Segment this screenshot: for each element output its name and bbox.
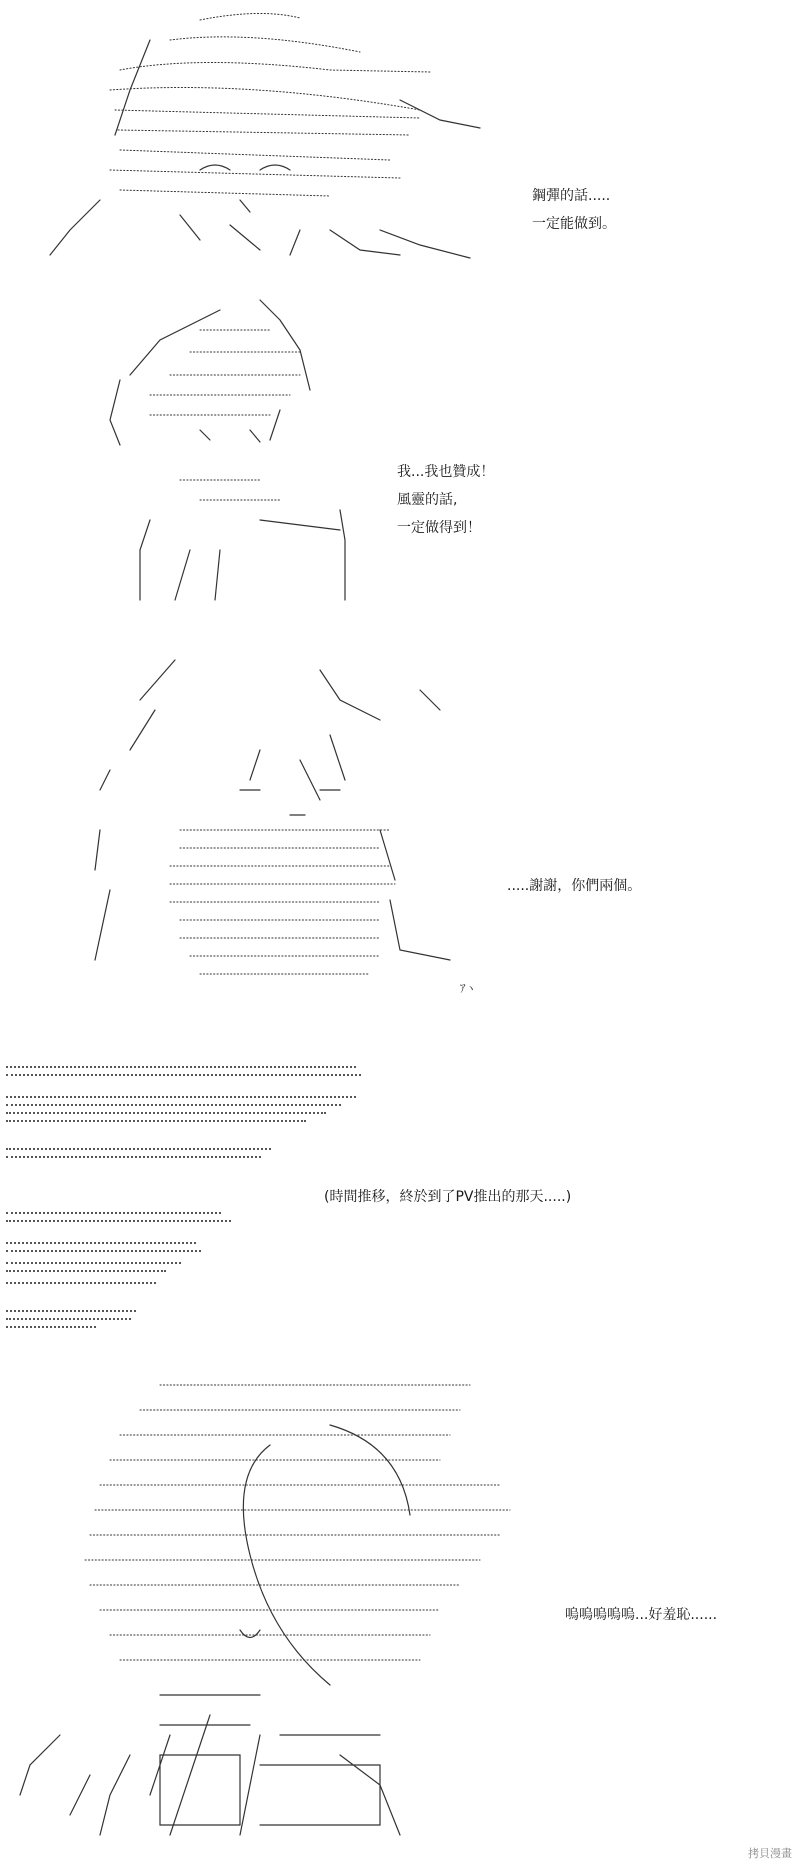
dialogue-line: 一定做得到！ <box>397 520 481 536</box>
panel-3 <box>0 640 800 1020</box>
dotted-line <box>6 1282 156 1287</box>
panel-3-mark: ｱヽ <box>460 982 477 995</box>
dotted-line <box>6 1156 261 1161</box>
dotted-line <box>6 1326 96 1331</box>
ascii-art-character-2 <box>0 280 800 630</box>
dialogue-line: 風靈的話, <box>397 492 458 508</box>
narration-text: (時間推移，終於到了PV推出的那天.....) <box>324 1189 572 1205</box>
dotted-line <box>6 1112 326 1117</box>
dialogue-line: 我...我也贊成！ <box>397 464 495 480</box>
dialogue-panel-1 <box>532 182 616 238</box>
dotted-line <box>6 1120 306 1125</box>
dialogue-panel-2 <box>397 458 494 542</box>
dotted-line <box>6 1096 356 1101</box>
watermark: 拷貝漫畫 <box>748 1847 792 1860</box>
dotted-line <box>6 1148 271 1153</box>
dotted-line <box>6 1318 131 1323</box>
dotted-line <box>6 1270 166 1275</box>
dotted-line <box>6 1242 196 1247</box>
dotted-line <box>6 1212 221 1217</box>
dialogue-line: 嗚嗚嗚嗚嗚...好羞恥...... <box>565 1607 718 1623</box>
dialogue-line: .....謝謝，你們兩個。 <box>507 878 642 894</box>
ascii-art-character-3 <box>0 640 800 1020</box>
panel-1 <box>0 0 800 270</box>
dotted-line <box>6 1310 136 1315</box>
dotted-line <box>6 1074 361 1079</box>
dialogue-panel-4 <box>565 1601 717 1629</box>
dialogue-line: 一定能做到。 <box>532 216 616 232</box>
panel-4 <box>0 1355 800 1855</box>
dotted-line <box>6 1262 181 1267</box>
dotted-line <box>6 1220 231 1225</box>
dotted-line <box>6 1250 201 1255</box>
panel-2 <box>0 280 800 630</box>
dialogue-line: 鋼彈的話..... <box>532 188 611 204</box>
ascii-art-character-1 <box>0 0 800 270</box>
dotted-line <box>6 1104 341 1109</box>
dotted-line <box>6 1066 356 1071</box>
dialogue-panel-3 <box>507 872 641 900</box>
